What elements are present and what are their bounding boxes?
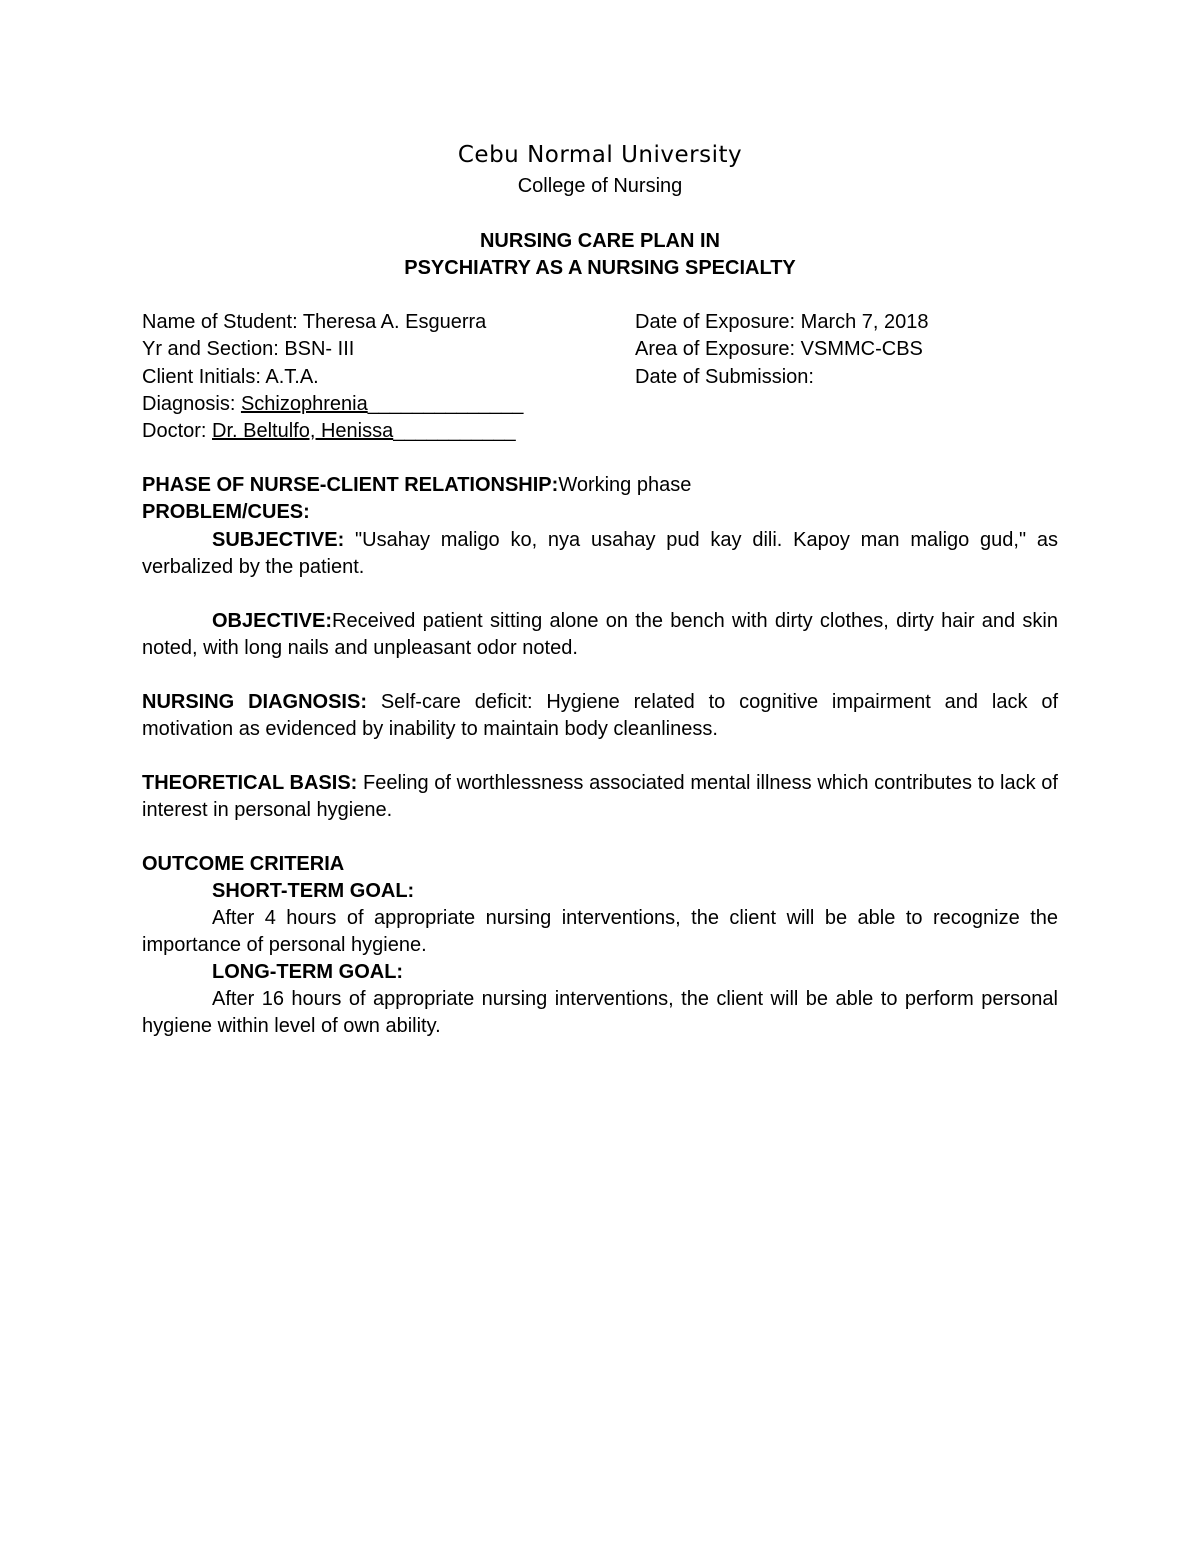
long-term-goal-heading: LONG-TERM GOAL:	[212, 961, 404, 983]
short-term-goal-text: After 4 hours of appropriate nursing interventions, the client will be able to recognize the importance of personal hygiene.	[142, 907, 1058, 956]
exposure-date-label: Date of Exposure:	[635, 311, 801, 333]
objective-label: OBJECTIVE:	[212, 610, 333, 632]
document-title-line1: NURSING CARE PLAN IN	[479, 230, 720, 252]
submission-date-label: Date of Submission:	[635, 366, 814, 388]
short-term-goal-heading: SHORT-TERM GOAL:	[212, 880, 415, 902]
short-term-goal-paragraph	[142, 905, 1058, 959]
exposure-area-row	[635, 336, 923, 363]
diagnosis-row	[142, 391, 523, 418]
section-label: Yr and Section:	[142, 338, 285, 360]
objective-paragraph	[142, 608, 1058, 662]
doctor-row	[142, 418, 516, 445]
student-name-value: Theresa A. Esguerra	[302, 311, 487, 333]
outcome-criteria-heading: OUTCOME CRITERIA	[142, 853, 345, 875]
university-name: Cebu Normal University	[457, 142, 743, 168]
phase-row	[142, 472, 691, 499]
doctor-blank: ___________	[393, 420, 516, 442]
section-value: BSN- III	[284, 338, 355, 360]
exposure-date-row	[635, 309, 929, 336]
theoretical-basis-paragraph	[142, 770, 1058, 824]
theoretical-basis-label: THEORETICAL BASIS:	[142, 772, 358, 794]
client-initials-row	[142, 364, 319, 391]
doctor-value: Dr. Beltulfo, Henissa	[212, 420, 394, 442]
doctor-label: Doctor:	[142, 420, 213, 442]
exposure-area-label: Area of Exposure:	[635, 338, 801, 360]
long-term-goal-text: After 16 hours of appropriate nursing interventions, the client will be able to perform personal hygiene within level of own ability.	[142, 988, 1058, 1037]
theoretical-basis-text: Feeling of worthlessness associated mental illness which contributes to lack of interest in personal hygiene.	[142, 772, 1058, 821]
long-term-goal-paragraph	[142, 986, 1058, 1040]
nursing-diagnosis-paragraph	[142, 689, 1058, 743]
document-title-line2: PSYCHIATRY AS A NURSING SPECIALTY	[404, 257, 796, 279]
nursing-diagnosis-text: Self-care deficit: Hygiene related to cognitive impairment and lack of motivation as evidenced by inability to maintain body cleanliness.	[142, 691, 1059, 740]
phase-value: Working phase	[558, 474, 692, 496]
section-row	[142, 336, 354, 363]
phase-label: PHASE OF NURSE-CLIENT RELATIONSHIP:	[142, 474, 559, 496]
diagnosis-label: Diagnosis:	[142, 393, 241, 415]
student-name-label: Name of Student:	[142, 311, 303, 333]
problem-cues-heading: PROBLEM/CUES:	[142, 501, 310, 523]
exposure-date-value: March 7, 2018	[800, 311, 929, 333]
nursing-diagnosis-label: NURSING DIAGNOSIS:	[142, 691, 367, 713]
client-initials-value: A.T.A.	[265, 366, 319, 388]
submission-date-row	[635, 364, 814, 391]
diagnosis-blank: ______________	[367, 393, 524, 415]
subjective-paragraph	[142, 527, 1058, 581]
diagnosis-value: Schizophrenia	[240, 393, 368, 415]
student-name-row	[142, 309, 486, 336]
exposure-area-value: VSMMC-CBS	[800, 338, 923, 360]
subjective-label: SUBJECTIVE:	[212, 529, 345, 551]
client-initials-label: Client Initials:	[142, 366, 266, 388]
subjective-text: "Usahay maligo ko, nya usahay pud kay dili. Kapoy man maligo gud," as verbalized by the patient.	[142, 529, 1058, 578]
college-name: College of Nursing	[517, 175, 683, 197]
objective-text: Received patient sitting alone on the bench with dirty clothes, dirty hair and skin noted, with long nails and unpleasant odor noted.	[142, 610, 1058, 659]
